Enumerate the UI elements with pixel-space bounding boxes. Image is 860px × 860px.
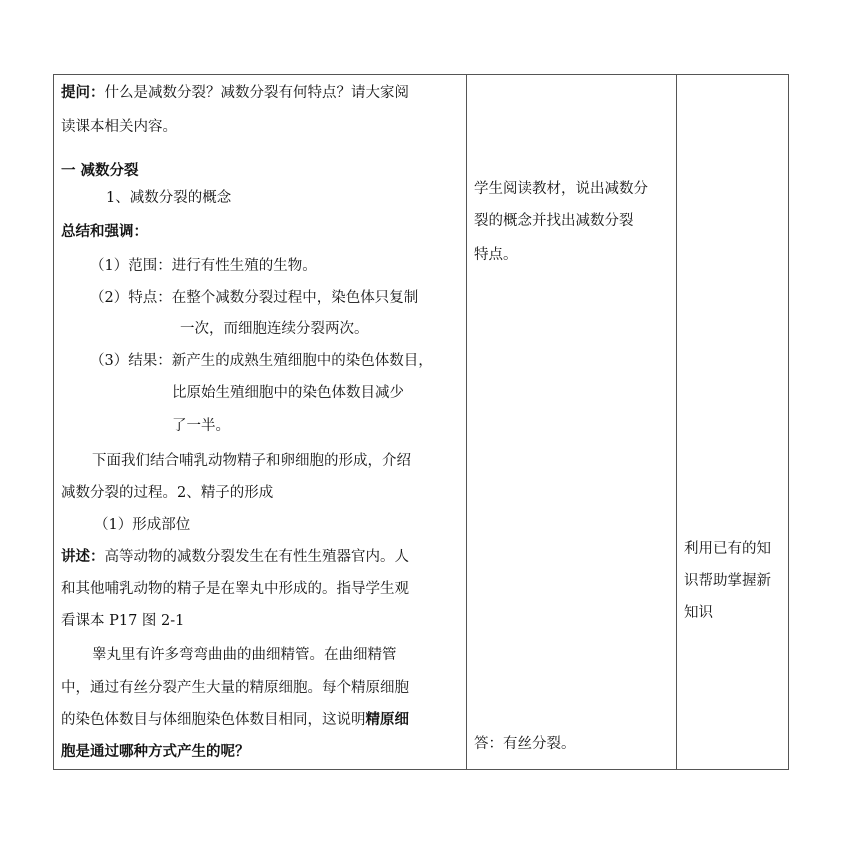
body-text: 的染色体数目与体细胞染色体数目相同，这说明 [61, 712, 366, 728]
body-paragraph-cont2 [61, 710, 409, 730]
point-feature-cont: 一次，而细胞连续分裂两次。 [180, 321, 369, 337]
item-concept: 1、减数分裂的概念 [106, 190, 232, 206]
lesson-table [53, 74, 789, 770]
point-feature: （2）特点：在整个减数分裂过程中，染色体只复制 [90, 290, 419, 306]
student-text-cont: 裂的概念并找出减数分裂 [474, 213, 634, 229]
student-answer: 答：有丝分裂。 [474, 736, 576, 752]
lecture-text-cont2: 看课本 P17 图 2-1 [61, 613, 185, 629]
question-line [61, 83, 409, 103]
student-activity-cell [467, 75, 676, 769]
intro-paragraph-cont: 减数分裂的过程。2、精子的形成 [61, 485, 274, 501]
question-label: 提问： [61, 85, 105, 101]
question-text: 什么是减数分裂？减数分裂有何特点？请大家阅 [104, 85, 409, 101]
body-paragraph: 睾丸里有许多弯弯曲曲的曲细精管。在曲细精管 [92, 647, 397, 663]
body-question-cont: 胞是通过哪种方式产生的呢？ [61, 744, 250, 760]
point-scope: （1）范围：进行有性生殖的生物。 [90, 258, 317, 274]
subsection-location: （1）形成部位 [94, 517, 191, 533]
summary-label: 总结和强调： [61, 224, 148, 240]
student-text: 学生阅读教材，说出减数分 [474, 181, 648, 197]
intent-text-cont: 识帮助掌握新 [684, 573, 771, 589]
lecture-line [61, 547, 409, 567]
design-intent-cell [677, 75, 789, 769]
point-result-cont2: 了一半。 [172, 418, 230, 434]
point-result: （3）结果：新产生的成熟生殖细胞中的染色体数目， [90, 353, 433, 369]
intent-text: 利用已有的知 [684, 541, 771, 557]
lecture-text-cont: 和其他哺乳动物的精子是在睾丸中形成的。指导学生观 [61, 581, 409, 597]
body-paragraph-cont: 中，通过有丝分裂产生大量的精原细胞。每个精原细胞 [61, 680, 409, 696]
student-text-cont2: 特点。 [474, 247, 518, 263]
intent-text-cont2: 知识 [684, 605, 713, 621]
lecture-label: 讲述： [61, 549, 105, 565]
lecture-text: 高等动物的减数分裂发生在有性生殖器官内。人 [104, 549, 409, 565]
question-text-cont: 读课本相关内容。 [61, 119, 177, 135]
body-question: 精原细 [365, 712, 409, 728]
point-result-cont: 比原始生殖细胞中的染色体数目减少 [172, 385, 404, 401]
intro-paragraph: 下面我们结合哺乳动物精子和卵细胞的形成，介绍 [92, 453, 411, 469]
teacher-activity-cell [54, 75, 466, 769]
section-heading: 一 减数分裂 [61, 163, 139, 179]
